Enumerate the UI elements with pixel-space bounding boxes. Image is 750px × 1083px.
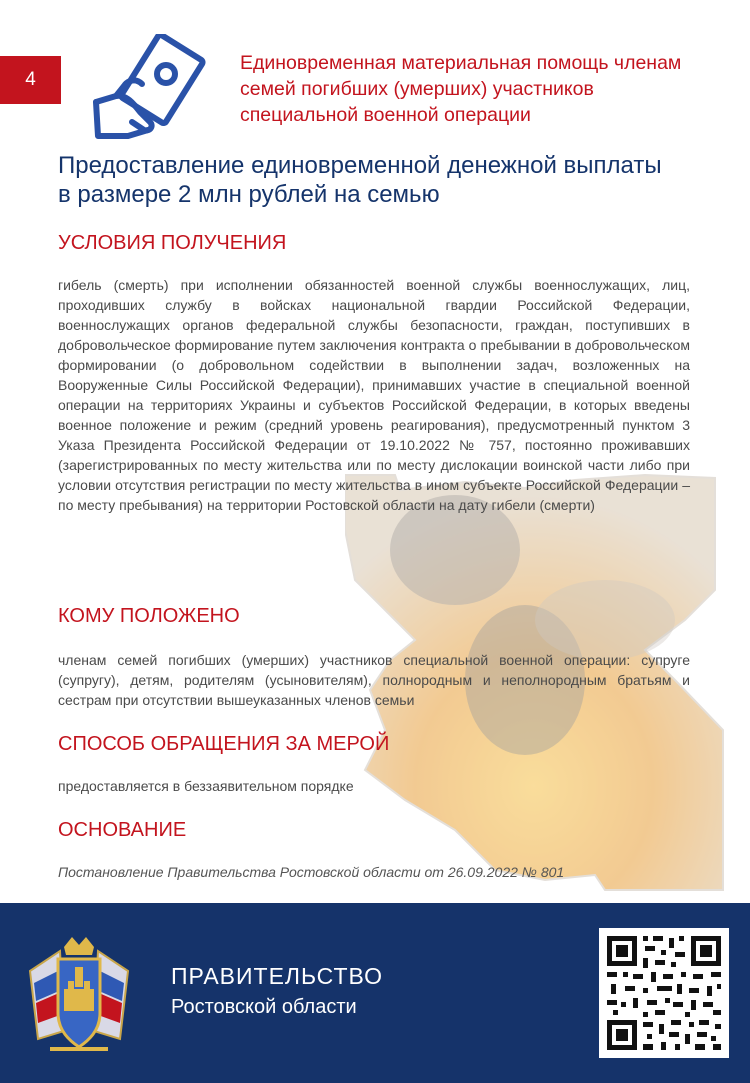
conditions-heading: УСЛОВИЯ ПОЛУЧЕНИЯ bbox=[58, 232, 287, 254]
footer bbox=[0, 903, 750, 1083]
header-title-line: семей погибших (умерших) участников bbox=[240, 78, 594, 100]
main-title-line: в размере 2 млн рублей на семью bbox=[58, 181, 440, 208]
header-title-line: Единовременная материальная помощь членам bbox=[240, 52, 682, 74]
eligible-text: членам семей погибших (умерших) участников специальной военной операции: супруге (супругу), детям, родителям (усыновителям), полнородным и неполнородным братьям и сестрам при отсутствии вышеуказанных членов семьи bbox=[58, 652, 690, 708]
header-title-line: специальной военной операции bbox=[240, 104, 531, 126]
method-text: предоставляется в беззаявительном порядке bbox=[58, 778, 354, 794]
basis-heading: ОСНОВАНИЕ bbox=[58, 819, 187, 841]
government-region: Ростовской области bbox=[171, 996, 357, 1018]
main-title bbox=[58, 151, 690, 209]
conditions-text: гибель (смерть) при исполнении обязанностей военной службы военнослужащих, лиц, проходивших службу в войсках национальной гвардии Российской Федерации, военнослужащих органов федеральной службы безопасности, граждан, поступивших в добровольческое формирование путем заключения контракта о пребывании в добровольческом формировании (о добровольном содействии в выполнении задач, возложенных на Вооруженные Силы Российской Федерации), принимавших участие в специальной военной операции на территориях Украины и субъектов Российской Федерации, в которых введены военное положение и режим (средний уровень реагирования), предусмотренный пунктом 3 Указа Президента Российской Федерации от 19.10.2022 № 757, постоянно проживавших (зарегистрированных по месту жительства или по месту дислокации воинской части либо при условии отсутствия регистрации по месту жительства в ином субъекте Российской Федерации – по месту пребывания) на территории Ростовской области на дату гибели (смерти) bbox=[58, 277, 690, 513]
government-title: ПРАВИТЕЛЬСТВО bbox=[171, 963, 383, 989]
main-title-line: Предоставление единовременной денежной выплаты bbox=[58, 152, 662, 179]
basis-text: Постановление Правительства Ростовской области от 26.09.2022 № 801 bbox=[58, 864, 565, 880]
page-number-badge: 4 bbox=[0, 56, 61, 104]
method-heading: СПОСОБ ОБРАЩЕНИЯ ЗА МЕРОЙ bbox=[58, 733, 390, 755]
eligible-heading: КОМУ ПОЛОЖЕНО bbox=[58, 605, 240, 627]
header-title bbox=[240, 50, 720, 128]
qr-code-icon bbox=[599, 928, 729, 1058]
hand-money-icon bbox=[88, 34, 208, 144]
coat-of-arms-icon bbox=[20, 931, 138, 1059]
